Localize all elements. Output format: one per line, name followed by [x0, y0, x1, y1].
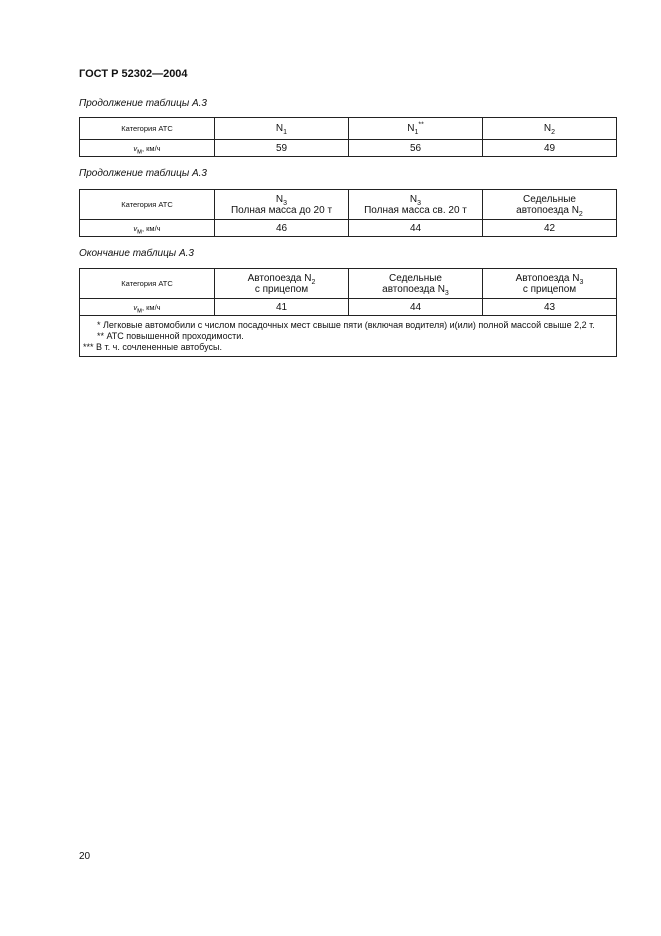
- value-cell: 56: [349, 140, 483, 157]
- value-cell: 44: [349, 299, 483, 316]
- table-caption-2: Продолжение таблицы А.3: [79, 168, 207, 179]
- row-label-category: Категория АТС: [80, 118, 215, 140]
- table-row: [80, 269, 617, 299]
- header-cell-semitrailer-n2: Седельные автопоезда $N_2$: [483, 190, 617, 220]
- row-label-speed: $v_м$, км/ч: [80, 220, 215, 237]
- value-cell: 49: [483, 140, 617, 157]
- row-label-speed: $v_м$, км/ч: [80, 140, 215, 157]
- table-row: [80, 220, 617, 237]
- header-cell-n2: $N_2$: [483, 118, 617, 140]
- table-row: [80, 140, 617, 157]
- table-caption-3: Окончание таблицы А.3: [79, 248, 194, 259]
- value-cell: 42: [483, 220, 617, 237]
- table-part-3: [79, 268, 617, 357]
- value-cell: 46: [215, 220, 349, 237]
- row-label-speed: $v_м$, км/ч: [80, 299, 215, 316]
- document-header: ГОСТ Р 52302—2004: [79, 68, 188, 80]
- row-label-category: Категория АТС: [80, 269, 215, 299]
- header-cell-trailer-n2: Автопоезда $N_2$ с прицепом: [215, 269, 349, 299]
- value-cell: 43: [483, 299, 617, 316]
- footnote: *** В т. ч. сочлененные автобусы.: [83, 342, 223, 352]
- header-cell-semitrailer-n3: Седельные автопоезда $N_3$: [349, 269, 483, 299]
- table-footnotes: [80, 316, 617, 357]
- header-cell-n1: $N_1$: [215, 118, 349, 140]
- table-row: [80, 118, 617, 140]
- row-label-category: Категория АТС: [80, 190, 215, 220]
- header-cell-trailer-n3: Автопоезда $N_3$ с прицепом: [483, 269, 617, 299]
- footnote: ** АТС повышенной проходимости.: [97, 331, 244, 341]
- table-part-2: [79, 189, 617, 237]
- value-cell: 59: [215, 140, 349, 157]
- table-row: [80, 190, 617, 220]
- table-row: [80, 316, 617, 357]
- table-row: [80, 299, 617, 316]
- value-cell: 41: [215, 299, 349, 316]
- header-cell-n1-offroad: $N_1^{**}$: [349, 118, 483, 140]
- footnote: * Легковые автомобили с числом посадочных мест свыше пяти (включая водителя) и(или) полной массой свыше 2,2 т.: [97, 320, 595, 330]
- table-part-1: [79, 117, 617, 157]
- header-cell-n3-over20: $N_3$ Полная масса св. 20 т: [349, 190, 483, 220]
- value-cell: 44: [349, 220, 483, 237]
- header-cell-n3-under20: $N_3$ Полная масса до 20 т: [215, 190, 349, 220]
- table-caption-1: Продолжение таблицы А.3: [79, 98, 207, 109]
- page-number: 20: [79, 851, 91, 862]
